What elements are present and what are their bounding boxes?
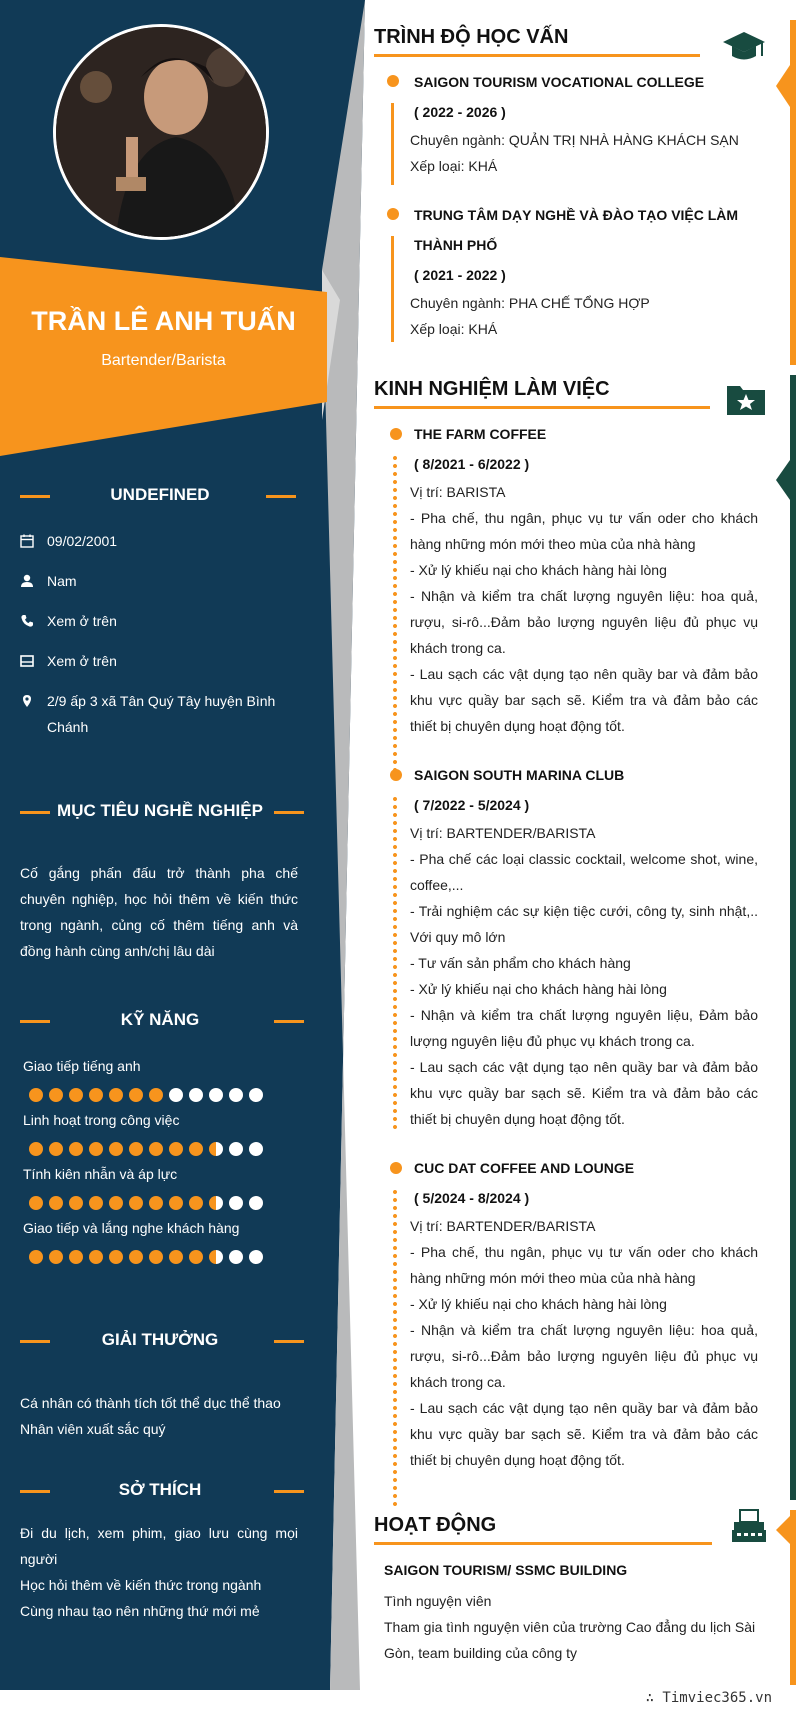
rating-dot — [189, 1196, 203, 1210]
rating-dot — [189, 1142, 203, 1156]
edu-grade: Xếp loại: KHÁ — [410, 321, 498, 337]
job-detail: - Xử lý khiếu nại cho khách hàng hài lòng — [410, 562, 667, 578]
address-value: 2/9 ấp 3 xã Tân Quý Tây huyện Bình Chánh — [47, 693, 276, 735]
job-company: SAIGON SOUTH MARINA CLUB — [414, 767, 625, 783]
experience-divider — [374, 406, 710, 409]
timeline-dot — [390, 1162, 402, 1174]
job-detail: - Xử lý khiếu nại cho khách hàng hài lòng — [410, 981, 667, 997]
job-detail: - Lau sạch các vật dụng tạo nên quầy bar và đảm bảo khu vực quầy bar sạch sẽ. Kiểm tra và đảm bảo các thiết bị chuyên dụng hoạt động tốt. — [410, 1400, 758, 1468]
avatar — [53, 24, 269, 240]
rating-dot — [249, 1250, 263, 1264]
rating-dot — [129, 1142, 143, 1156]
skill-label: Linh hoạt trong công việc — [23, 1112, 180, 1128]
hobby-item: Học hỏi thêm về kiến thức trong ngành — [20, 1577, 262, 1593]
edu-school: TRUNG TÂM DẠY NGHỀ VÀ ĐÀO TẠO VIỆC LÀM — [414, 207, 739, 223]
edu-school: SAIGON TOURISM VOCATIONAL COLLEGE — [414, 74, 705, 90]
hobbies-heading — [0, 1480, 320, 1500]
rating-dot — [89, 1250, 103, 1264]
rating-dot — [29, 1088, 43, 1102]
candidate-name: TRẦN LÊ ANH TUẤN — [31, 306, 296, 336]
job-detail: Vị trí: BARTENDER/BARISTA — [410, 825, 596, 841]
rating-dot — [249, 1196, 263, 1210]
rating-dot — [109, 1250, 123, 1264]
rating-dot — [149, 1142, 163, 1156]
objective-heading-text: MỤC TIÊU NGHỀ NGHIỆP — [57, 801, 263, 820]
rating-dot — [49, 1142, 63, 1156]
job-company: THE FARM COFFEE — [414, 426, 547, 442]
phone-value: Xem ở trên — [47, 613, 117, 629]
hobbies-heading-text: SỞ THÍCH — [118, 1480, 202, 1499]
award-item: Nhân viên xuất sắc quý — [20, 1421, 166, 1437]
job-title: Bartender/Barista — [101, 352, 226, 369]
personal-info-heading-text: UNDEFINED — [110, 485, 210, 504]
timeline-dot — [390, 769, 402, 781]
rating-dot — [189, 1250, 203, 1264]
job-period: ( 7/2022 - 5/2024 ) — [414, 797, 530, 813]
rating-dot — [149, 1088, 163, 1102]
rating-dot — [109, 1088, 123, 1102]
rating-dot — [229, 1196, 243, 1210]
job-detail: Vị trí: BARISTA — [410, 484, 506, 500]
mail-icon — [20, 654, 34, 668]
job-detail: - Lau sạch các vật dụng tạo nên quầy bar và đảm bảo khu vực quầy bar sạch sẽ. Kiểm tra và đảm bảo các thiết bị chuyên dụng hoạt động tốt. — [410, 666, 758, 734]
rating-dot — [149, 1250, 163, 1264]
job-detail: - Pha chế, thu ngân, phục vụ tư vấn oder cho khách hàng những món mới theo mùa của nhà hàng — [410, 510, 758, 552]
rating-dot — [29, 1196, 43, 1210]
job-detail: - Lau sạch các vật dụng tạo nên quầy bar và đảm bảo khu vực quầy bar sạch sẽ. Kiểm tra và đảm bảo các thiết bị chuyên dụng hoạt động tốt. — [410, 1059, 758, 1127]
timeline-dotted-line — [393, 1188, 397, 1506]
rating-dot — [49, 1196, 63, 1210]
personal-info-heading — [0, 485, 320, 505]
email-value: Xem ở trên — [47, 653, 117, 669]
gender-value: Nam — [47, 573, 77, 589]
graduation-cap-icon — [722, 30, 766, 64]
job-detail: - Xử lý khiếu nại cho khách hàng hài lòng — [410, 1296, 667, 1312]
timeline-dot — [390, 428, 402, 440]
edu-school-cont: THÀNH PHỐ — [414, 237, 498, 253]
job-detail: - Trải nghiệm các sự kiện tiệc cưới, công ty, sinh nhật,.. Với quy mô lớn — [410, 903, 758, 945]
job-detail: - Pha chế, thu ngân, phục vụ tư vấn oder cho khách hàng những món mới theo mùa của nhà hàng — [410, 1244, 758, 1286]
hobby-item: Đi du lịch, xem phim, giao lưu cùng mọi người — [20, 1525, 298, 1567]
rating-dot — [29, 1142, 43, 1156]
rating-dot — [209, 1250, 223, 1264]
rating-dot — [249, 1142, 263, 1156]
rating-dot — [69, 1196, 83, 1210]
objective-heading — [0, 801, 320, 821]
rating-dot — [69, 1088, 83, 1102]
job-detail: - Nhận và kiểm tra chất lượng nguyên liệu: hoa quả, rượu, si-rô...Đảm bảo lượng nguyên liệu đủ phục vụ khách trong ca. — [410, 588, 758, 656]
rating-dot — [169, 1142, 183, 1156]
timeline-dot — [387, 75, 399, 87]
activity-role: Tình nguyện viên — [384, 1593, 492, 1609]
edu-major: Chuyên ngành: PHA CHẾ TỔNG HỢP — [410, 295, 650, 311]
rating-dot — [249, 1088, 263, 1102]
job-company: CUC DAT COFFEE AND LOUNGE — [414, 1160, 635, 1176]
job-period: ( 5/2024 - 8/2024 ) — [414, 1190, 530, 1206]
edu-years: ( 2022 - 2026 ) — [414, 104, 506, 120]
hobby-item: Cùng nhau tạo nên những thứ mới mẻ — [20, 1603, 260, 1619]
activities-heading: HOẠT ĐỘNG — [374, 1514, 497, 1536]
edu-grade: Xếp loại: KHÁ — [410, 158, 498, 174]
job-period: ( 8/2021 - 6/2022 ) — [414, 456, 530, 472]
job-detail: - Pha chế các loại classic cocktail, welcome shot, wine, coffee,... — [410, 851, 758, 893]
skill-label: Tính kiên nhẫn và áp lực — [23, 1166, 178, 1182]
job-detail: - Tư vấn sản phẩm cho khách hàng — [410, 955, 631, 971]
user-icon — [20, 574, 34, 588]
education-heading: TRÌNH ĐỘ HỌC VẤN — [374, 26, 569, 48]
rating-dot — [109, 1142, 123, 1156]
skills-heading-text: KỸ NĂNG — [120, 1010, 200, 1029]
rating-dot — [229, 1088, 243, 1102]
activities-divider — [374, 1542, 712, 1545]
awards-heading — [0, 1330, 320, 1350]
timeline-dotted-line — [393, 454, 397, 772]
calendar-icon — [20, 534, 34, 548]
job-detail: - Nhận và kiểm tra chất lượng nguyên liệu: hoa quả, rượu, si-rô...Đảm bảo lượng nguyên liệu đủ phục vụ khách trong ca. — [410, 1322, 758, 1390]
activity-description: Tham gia tình nguyện viên của trường Cao đẳng du lịch Sài Gòn, team building của công ty — [384, 1619, 756, 1661]
rating-dot — [169, 1250, 183, 1264]
rating-dot — [69, 1142, 83, 1156]
typewriter-icon — [730, 1508, 768, 1546]
rating-dot — [169, 1196, 183, 1210]
rating-dot — [189, 1088, 203, 1102]
rating-dot — [49, 1250, 63, 1264]
rating-dot — [49, 1088, 63, 1102]
timeline-bar — [391, 236, 394, 342]
folder-star-icon — [726, 382, 766, 416]
job-detail: - Nhận và kiểm tra chất lượng nguyên liệu, Đảm bảo lượng nguyên liệu đủ phục vụ khách trong ca. — [410, 1007, 758, 1049]
objective-text: Cố gắng phấn đấu trở thành pha chế chuyên nghiệp, học hỏi thêm về kiến thức trong ngành, củng cố thêm tiếng anh và đồng hành cùng anh/chị lâu dài — [20, 865, 298, 959]
skill-label: Giao tiếp tiếng anh — [23, 1058, 141, 1074]
rating-dot — [129, 1196, 143, 1210]
rating-dot — [89, 1088, 103, 1102]
footer-brand: ∴ Timviec365.vn — [645, 1690, 772, 1706]
rating-dot — [89, 1142, 103, 1156]
experience-heading: KINH NGHIỆM LÀM VIỆC — [374, 378, 610, 400]
award-item: Cá nhân có thành tích tốt thể dục thể thao — [20, 1395, 281, 1411]
edu-major: Chuyên ngành: QUẢN TRỊ NHÀ HÀNG KHÁCH SẠN — [410, 132, 739, 148]
awards-heading-text: GIẢI THƯỞNG — [101, 1330, 219, 1349]
timeline-bar — [391, 103, 394, 185]
rating-dot — [129, 1088, 143, 1102]
education-divider — [374, 54, 700, 57]
rating-dot — [229, 1250, 243, 1264]
rating-dot — [149, 1196, 163, 1210]
skill-label: Giao tiếp và lắng nghe khách hàng — [23, 1220, 240, 1236]
rating-dot — [209, 1196, 223, 1210]
rating-dot — [209, 1088, 223, 1102]
rating-dot — [129, 1250, 143, 1264]
birthdate-value: 09/02/2001 — [47, 533, 118, 549]
edu-years: ( 2021 - 2022 ) — [414, 267, 506, 283]
phone-icon — [20, 614, 34, 628]
rating-dot — [169, 1088, 183, 1102]
rating-dot — [69, 1250, 83, 1264]
location-pin-icon — [20, 694, 34, 708]
skills-heading — [0, 1010, 320, 1030]
rating-dot — [89, 1196, 103, 1210]
activity-org: SAIGON TOURISM/ SSMC BUILDING — [384, 1562, 628, 1578]
rating-dot — [209, 1142, 223, 1156]
rating-dot — [29, 1250, 43, 1264]
job-detail: Vị trí: BARTENDER/BARISTA — [410, 1218, 596, 1234]
timeline-dot — [387, 208, 399, 220]
timeline-dotted-line — [393, 795, 397, 1129]
rating-dot — [229, 1142, 243, 1156]
rating-dot — [109, 1196, 123, 1210]
